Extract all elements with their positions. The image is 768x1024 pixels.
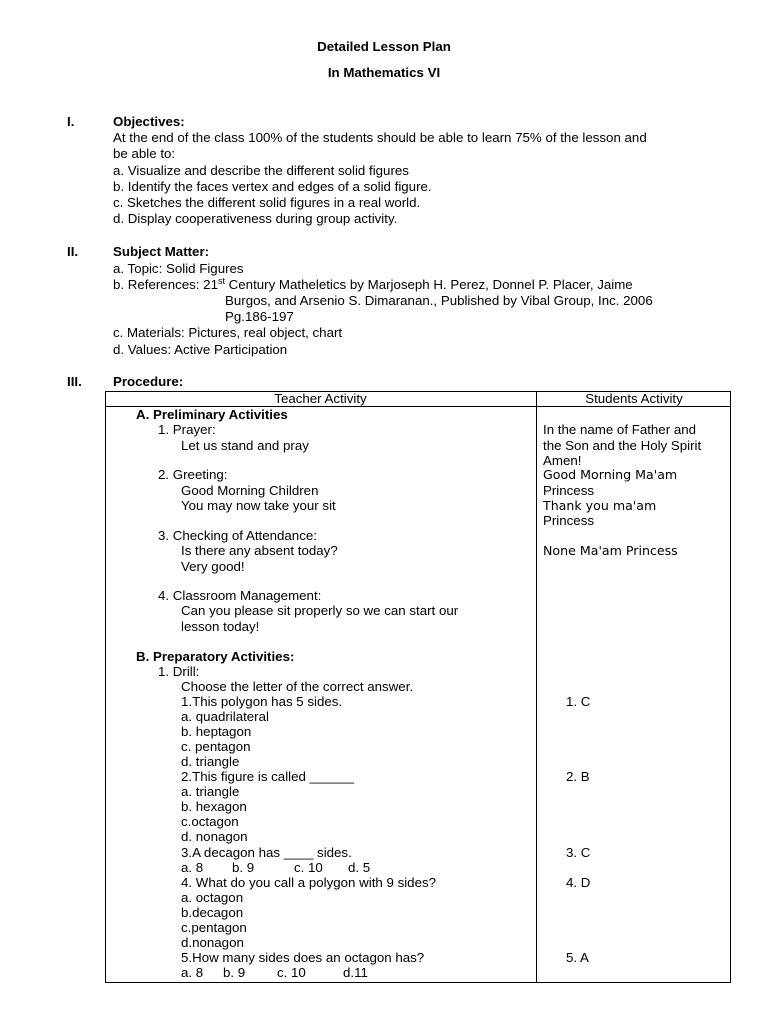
drill-question: 1.This polygon has 5 sides. xyxy=(181,694,343,709)
section-heading-subject: Subject Matter: xyxy=(113,244,210,259)
references-prefix: b. References: 21 xyxy=(113,277,218,292)
drill-choice: c. 10 xyxy=(294,860,323,875)
drill-label: 1. Drill: xyxy=(158,664,200,679)
objectives-intro-line1: At the end of the class 100% of the students should be able to learn 75% of the lesson and xyxy=(113,130,647,145)
drill-answer: 4. D xyxy=(566,875,591,890)
student-response: In the name of Father and xyxy=(543,422,697,437)
document-title: Detailed Lesson Plan xyxy=(317,39,451,54)
references-suffix: Century Matheletics by Marjoseph H. Perez, Donnel P. Placer, Jaime xyxy=(224,277,633,292)
drill-choice: b. hexagon xyxy=(181,799,247,814)
greeting-label: 2. Greeting: xyxy=(158,467,228,482)
drill-choice: b. heptagon xyxy=(181,724,252,739)
section-heading-procedure: Procedure: xyxy=(113,374,184,389)
drill-choice: d. triangle xyxy=(181,754,240,769)
drill-choice: a. octagon xyxy=(181,890,244,905)
preliminary-activities-heading: A. Preliminary Activities xyxy=(136,407,288,422)
subject-references-line1 xyxy=(113,277,633,293)
drill-question: 5.How many sides does an octagon has? xyxy=(181,950,425,965)
drill-choice: c. 10 xyxy=(277,965,306,980)
student-response: the Son and the Holy Spirit xyxy=(543,438,702,453)
drill-choice: b.decagon xyxy=(181,905,244,920)
section-heading-objectives: Objectives: xyxy=(113,114,185,129)
drill-answer: 3. C xyxy=(566,845,591,860)
student-response: Good Morning Ma'am xyxy=(543,467,678,482)
document-subtitle: In Mathematics VI xyxy=(327,65,441,80)
drill-choice: c.pentagon xyxy=(181,920,247,935)
greeting-text: Good Morning Children xyxy=(181,483,319,498)
objective-item: d. Display cooperativeness during group activity. xyxy=(113,211,398,226)
drill-choice: a. triangle xyxy=(181,784,240,799)
management-label: 4. Classroom Management: xyxy=(158,588,322,603)
objectives-intro-line2: be able to: xyxy=(113,146,176,161)
section-number-subject: II. xyxy=(67,244,79,259)
subject-topic: a. Topic: Solid Figures xyxy=(113,261,244,276)
preparatory-activities-heading: B. Preparatory Activities: xyxy=(136,649,295,664)
drill-choice: d. nonagon xyxy=(181,829,248,844)
drill-choice: c. pentagon xyxy=(181,739,251,754)
section-number-objectives: I. xyxy=(67,114,75,129)
student-response: Princess xyxy=(543,513,594,528)
subject-references-line3: Pg.186-197 xyxy=(225,309,294,324)
prayer-text: Let us stand and pray xyxy=(181,438,309,453)
attendance-text: Is there any absent today? xyxy=(181,543,338,558)
drill-question: 3.A decagon has ____ sides. xyxy=(181,845,352,860)
student-response: Princess xyxy=(543,483,594,498)
drill-question: 4. What do you call a polygon with 9 sides? xyxy=(181,875,437,890)
student-response: None Ma'am Princess xyxy=(543,543,678,558)
drill-instructions: Choose the letter of the correct answer. xyxy=(181,679,414,694)
subject-values: d. Values: Active Participation xyxy=(113,342,288,357)
greeting-text: You may now take your sit xyxy=(181,498,336,513)
section-number-procedure: III. xyxy=(67,374,82,389)
drill-choice: a. 8 xyxy=(181,860,204,875)
attendance-text: Very good! xyxy=(181,559,245,574)
management-text: Can you please sit properly so we can start our xyxy=(181,603,459,618)
objective-item: c. Sketches the different solid figures in a real world. xyxy=(113,195,421,210)
references-superscript: st xyxy=(217,276,225,286)
students-activity-header: Students Activity xyxy=(585,391,683,406)
drill-choice: a. 8 xyxy=(181,965,204,980)
subject-materials: c. Materials: Pictures, real object, chart xyxy=(113,325,343,340)
drill-choice: c.octagon xyxy=(181,814,239,829)
subject-references-line2: Burgos, and Arsenio S. Dimaranan., Published by Vibal Group, Inc. 2006 xyxy=(225,293,653,308)
drill-choice: d.11 xyxy=(343,965,368,980)
drill-choice: a. quadrilateral xyxy=(181,709,269,724)
drill-answer: 2. B xyxy=(566,769,590,784)
drill-choice: b. 9 xyxy=(223,965,246,980)
drill-choice: d.nonagon xyxy=(181,935,244,950)
drill-question: 2.This figure is called ______ xyxy=(181,769,354,784)
prayer-label: 1. Prayer: xyxy=(158,422,216,437)
student-response: Amen! xyxy=(543,453,582,468)
drill-answer: 5. A xyxy=(566,950,589,965)
student-response: Thank you ma'am xyxy=(543,498,657,513)
objective-item: a. Visualize and describe the different solid figures xyxy=(113,163,409,178)
management-text: lesson today! xyxy=(181,619,260,634)
teacher-activity-header: Teacher Activity xyxy=(274,391,367,406)
drill-answer: 1. C xyxy=(566,694,591,709)
drill-choice: b. 9 xyxy=(232,860,255,875)
table-column-divider xyxy=(536,391,537,983)
drill-choice: d. 5 xyxy=(348,860,371,875)
objective-item: b. Identify the faces vertex and edges of a solid figure. xyxy=(113,179,432,194)
attendance-label: 3. Checking of Attendance: xyxy=(158,528,317,543)
